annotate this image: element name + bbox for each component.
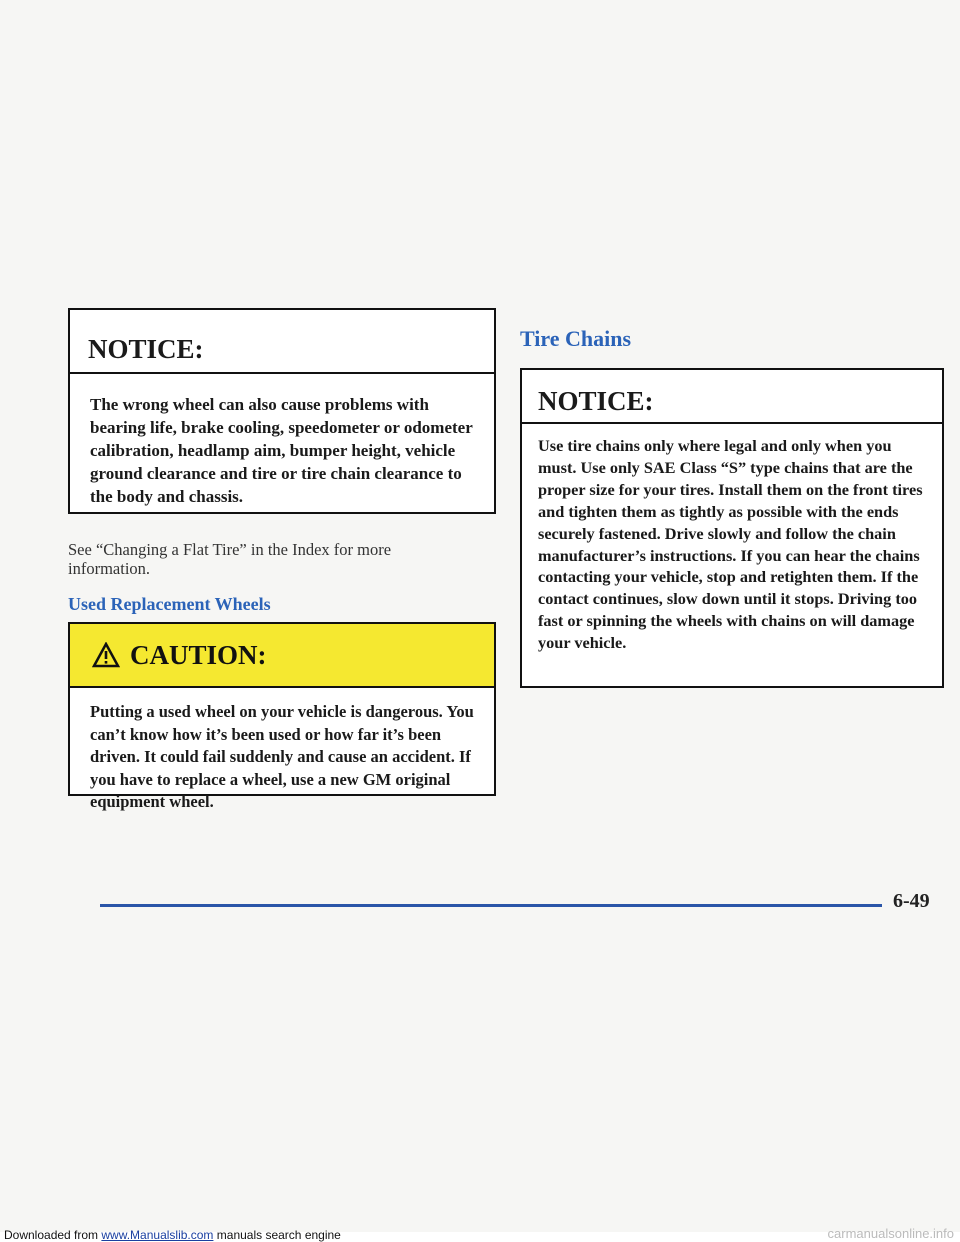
caution-body: Putting a used wheel on your vehicle is dangerous. You can’t know how it’s been used or how far it’s been driven. It could fail suddenly and cause an accident. If you have to replace a wheel, use a new GM original equipment wheel. xyxy=(90,702,474,811)
used-replacement-wheels-heading: Used Replacement Wheels xyxy=(68,594,271,614)
footer-suffix: manuals search engine xyxy=(213,1228,341,1242)
caution-box-used-wheel xyxy=(68,622,496,811)
caution-header xyxy=(70,624,494,688)
caution-title: CAUTION: xyxy=(130,639,267,670)
page-number: 6-49 xyxy=(893,890,930,912)
notice-title: NOTICE: xyxy=(522,370,942,424)
page-rule xyxy=(100,904,882,907)
notice-box-tire-chains xyxy=(520,368,944,688)
tire-chains-heading: Tire Chains xyxy=(520,326,632,351)
manualslib-link[interactable]: www.Manualslib.com xyxy=(101,1228,214,1242)
notice-title: NOTICE: xyxy=(70,310,494,374)
warning-triangle-icon xyxy=(92,642,120,668)
notice-box-wrong-wheel xyxy=(68,308,496,514)
notice-body: The wrong wheel can also cause problems with bearing life, brake cooling, speedometer or odometer calibration, headlamp aim, bumper height, vehicle ground clearance and tire or tire chain clearance to the body and chassis. xyxy=(90,395,473,506)
footer-prefix: Downloaded from xyxy=(4,1228,102,1242)
watermark: carmanualsonline.info xyxy=(827,1226,954,1241)
see-changing-flat-tire-text: See “Changing a Flat Tire” in the Index for more information. xyxy=(68,540,392,578)
download-footer xyxy=(4,1228,341,1242)
notice-body: Use tire chains only where legal and only when you must. Use only SAE Class “S” type chains that are the proper size for your tires. Install them on the front tires and tighten them as tightly as possible with the ends securely fastened. Drive slowly and follow the chain manufacturer’s instructions. If you can hear the chains contacting your vehicle, stop and retighten them. If the contact continues, slow down until it stops. Driving too fast or spinning the wheels with chains on will damage your vehicle. xyxy=(538,436,923,653)
